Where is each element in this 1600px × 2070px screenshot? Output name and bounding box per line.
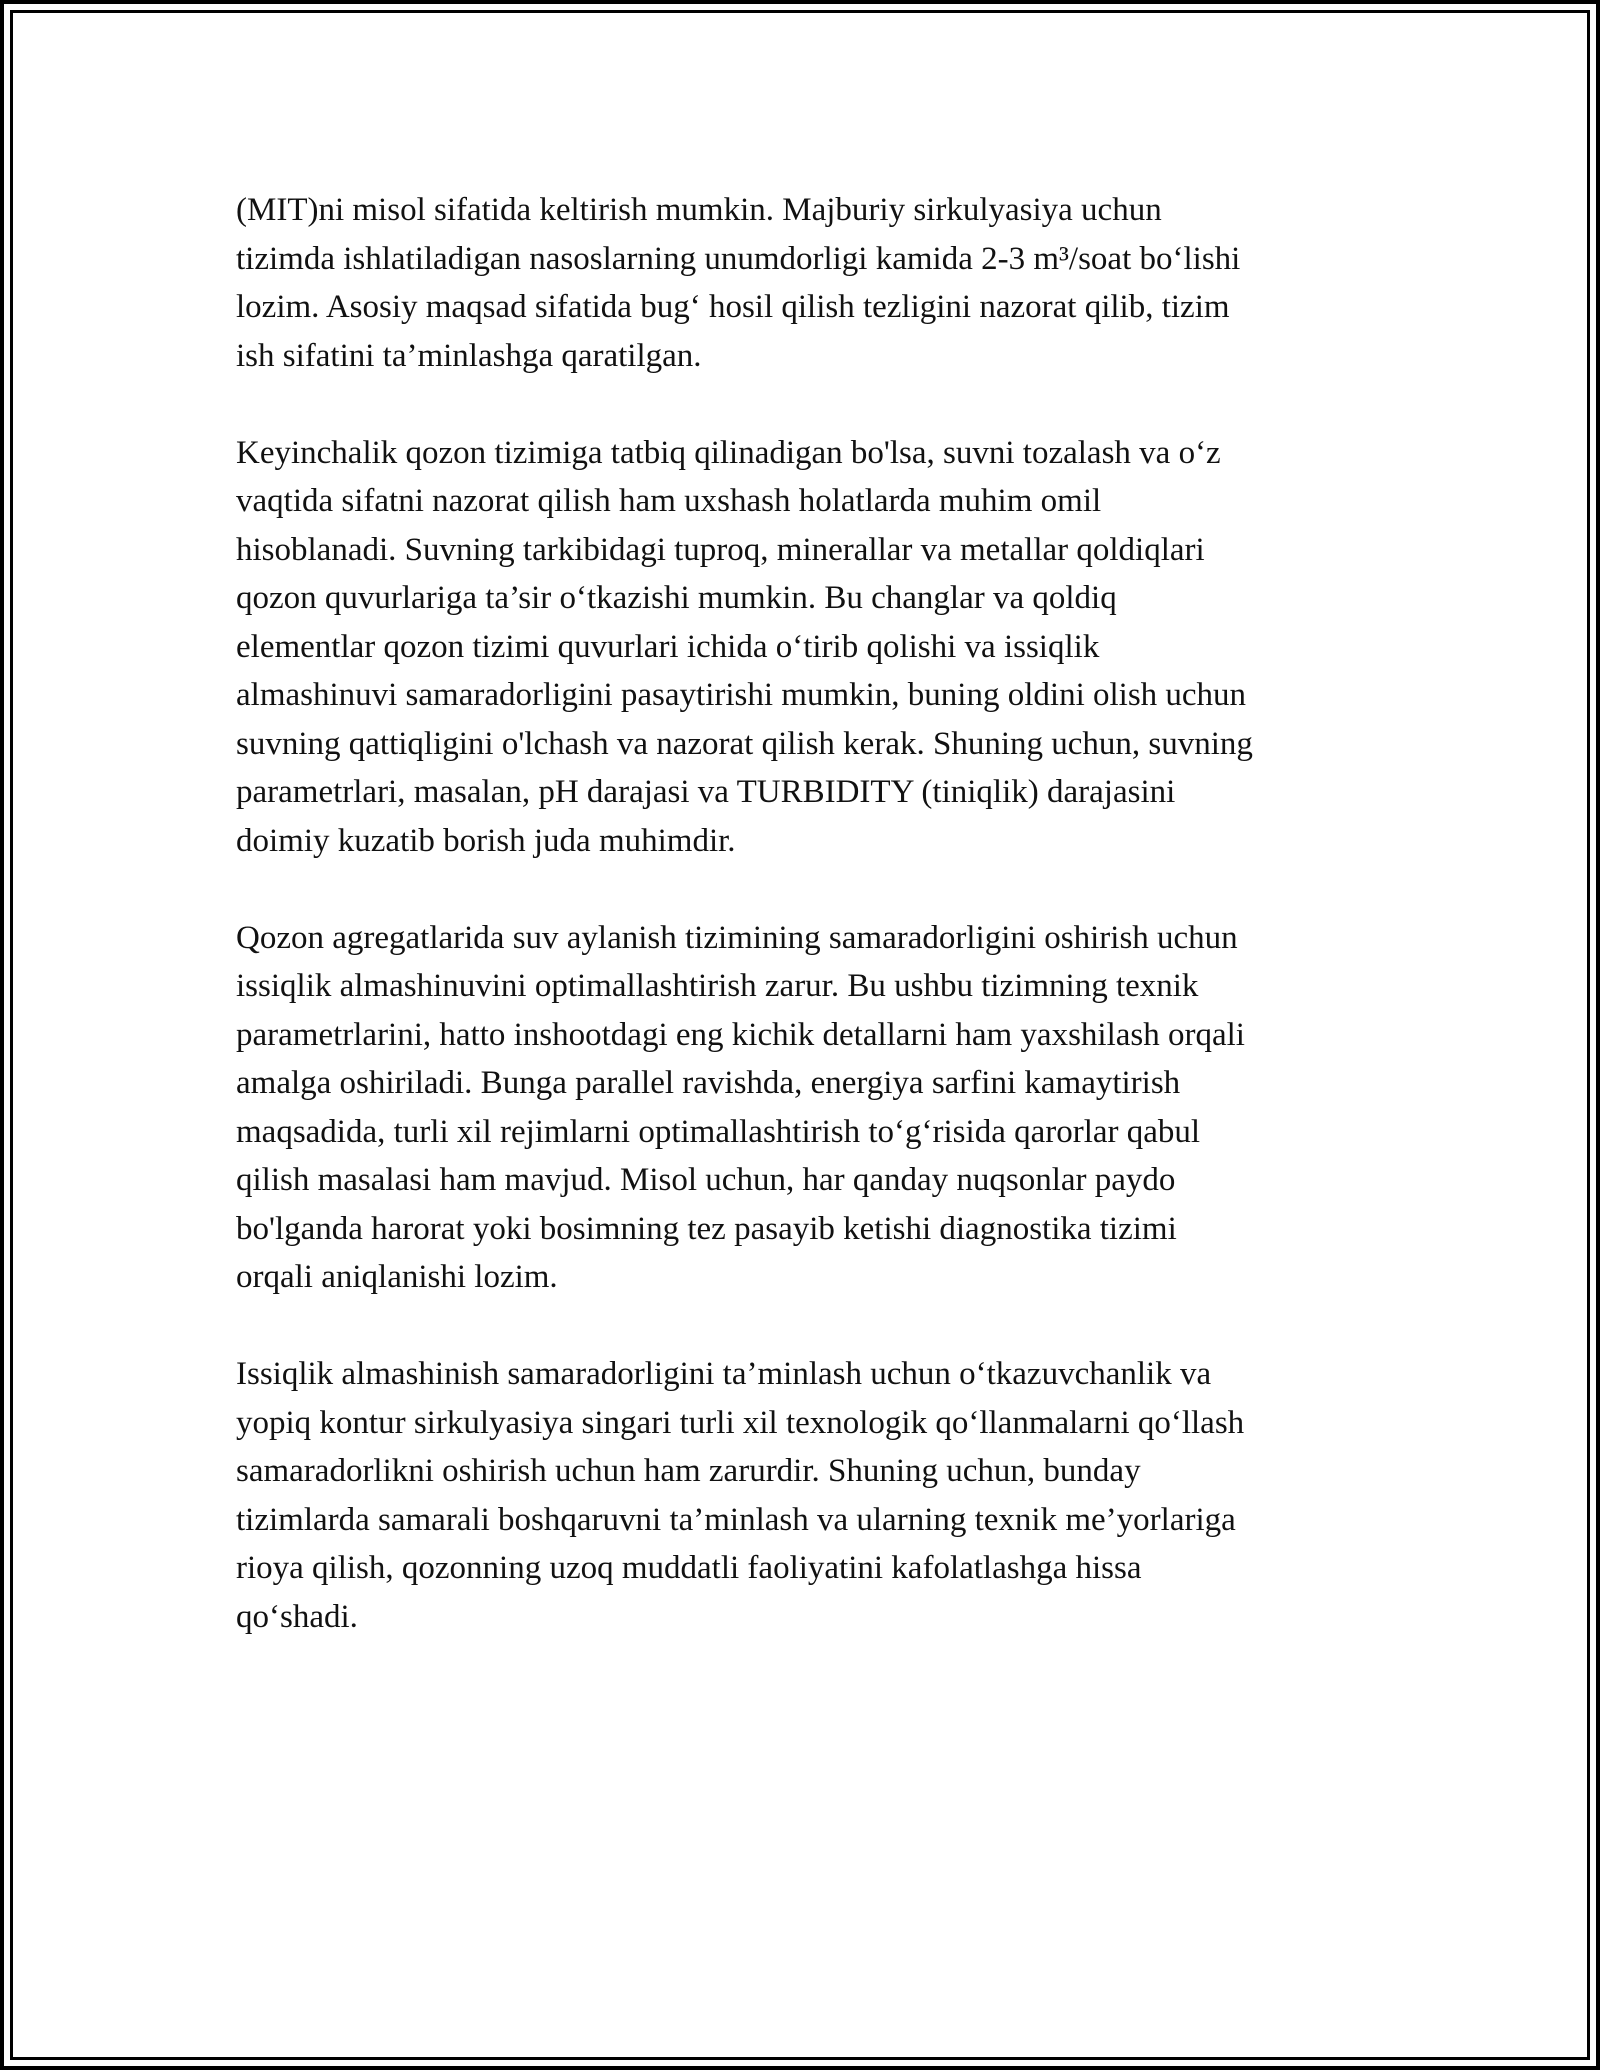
text-line: vaqtida sifatni nazorat qilish ham uxshash holatlarda muhim omil xyxy=(236,483,1102,519)
text-line: ish sifatini ta’minlashga qaratilgan. xyxy=(236,337,702,374)
text-line: qo‘shadi. xyxy=(236,1598,358,1635)
text-line: (MIT)ni misol sifatida keltirish mumkin. Majburiy sirkulyasiya uchun xyxy=(236,192,1162,228)
text-line: samaradorlikni oshirish uchun ham zarurdir. Shuning uchun, bunday xyxy=(236,1453,1141,1489)
document-body xyxy=(236,186,1396,1690)
text-line: yopiq kontur sirkulyasiya singari turli xil texnologik qo‘llanmalarni qo‘llash xyxy=(236,1404,1245,1441)
text-line: tizimda ishlatiladigan nasoslarning unumdorligi kamida 2-3 m³/soat bo‘lishi xyxy=(236,240,1241,277)
text-line: parametrlarini, hatto inshootdagi eng kichik detallarni ham yaxshilash orqali xyxy=(236,1016,1245,1053)
text-line: amalga oshiriladi. Bunga parallel ravishda, energiya sarfini kamaytirish xyxy=(236,1065,1181,1101)
text-line: Issiqlik almashinish samaradorligini ta’minlash uchun o‘tkazuvchanlik va xyxy=(236,1356,1212,1392)
text-line: suvning qattiqligini o'lchash va nazorat qilish kerak. Shuning uchun, suvning xyxy=(236,725,1253,762)
text-line: qilish masalasi ham mavjud. Misol uchun, har qanday nuqsonlar paydo xyxy=(236,1162,1176,1198)
text-line: Qozon agregatlarida suv aylanish tizimining samaradorligini oshirish uchun xyxy=(236,919,1238,956)
text-line: parametrlari, masalan, pH darajasi va TURBIDITY (tiniqlik) darajasini xyxy=(236,774,1176,810)
text-line: almashinuvi samaradorligini pasaytirishi mumkin, buning oldini olish uchun xyxy=(236,677,1247,713)
text-line: hisoblanadi. Suvning tarkibidagi tuproq, minerallar va metallar qoldiqlari xyxy=(236,531,1205,568)
paragraph-4 xyxy=(236,1350,1396,1641)
paragraph-2 xyxy=(236,429,1396,866)
text-line: issiqlik almashinuvini optimallashtirish zarur. Bu ushbu tizimning texnik xyxy=(236,968,1199,1004)
text-line: maqsadida, turli xil rejimlarni optimallashtirish to‘g‘risida qarorlar qabul xyxy=(236,1113,1201,1150)
text-line: lozim. Asosiy maqsad sifatida bug‘ hosil qilish tezligini nazorat qilib, tizim xyxy=(236,289,1230,325)
text-line: qozon quvurlariga ta’sir o‘tkazishi mumkin. Bu changlar va qoldiq xyxy=(236,580,1117,616)
text-line: Keyinchalik qozon tizimiga tatbiq qilinadigan bo'lsa, suvni tozalash va o‘z xyxy=(236,434,1221,471)
paragraph-3 xyxy=(236,914,1396,1302)
text-line: elementlar qozon tizimi quvurlari ichida o‘tirib qolishi va issiqlik xyxy=(236,628,1100,665)
text-line: orqali aniqlanishi lozim. xyxy=(236,1259,558,1295)
paragraph-1 xyxy=(236,186,1396,380)
text-line: doimiy kuzatib borish juda muhimdir. xyxy=(236,822,736,859)
text-line: bo'lganda harorat yoki bosimning tez pasayib ketishi diagnostika tizimi xyxy=(236,1210,1177,1247)
text-line: tizimlarda samarali boshqaruvni ta’minlash va ularning texnik me’yorlariga xyxy=(236,1501,1236,1538)
text-line: rioya qilish, qozonning uzoq muddatli faoliyatini kafolatlashga hissa xyxy=(236,1550,1142,1586)
